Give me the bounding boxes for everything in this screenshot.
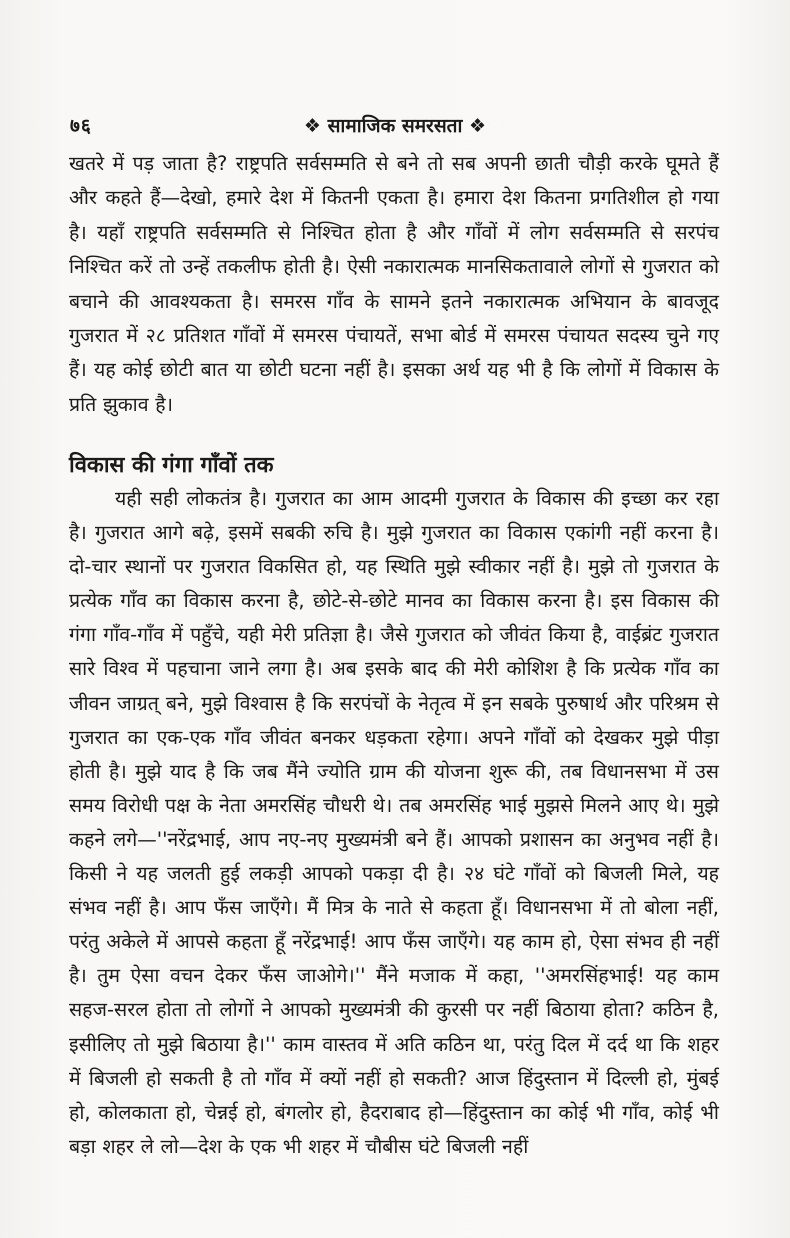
running-head-title: ❖ सामाजिक समरसता ❖ xyxy=(303,115,487,137)
paragraph: खतरे में पड़ जाता है? राष्ट्रपति सर्वसम्मति से बने तो सब अपनी छाती चौड़ी करके घूमते हैं और कहते हैं—देखो, हमारे देश में कितनी एकता है। हमारा देश कितना प्रगतिशील हो गया है। यहाँ राष्ट्रपति सर्वसम्मति से निश्चित होता है और गाँवों में लोग सर्वसम्मति से सरपंच निश्चित करें तो उन्हें तकलीफ होती है। ऐसी नकारात्मक मानसिकतावाले लोगों से गुजरात को बचाने की आवश्यकता है। समरस गाँव के सामने इतने नकारात्मक अभियान के बावजूद गुजरात में २८ प्रतिशत गाँवों में समरस पंचायतें, सभा बोर्ड में समरस पंचायत सदस्य चुने गए हैं। यह कोई छोटी बात या छोटी घटना नहीं है। इसका अर्थ यह भी है कि लोगों में विकास के प्रति झुकाव है। xyxy=(69,152,719,416)
section-heading: विकास की गंगा गाँवों तक xyxy=(69,453,274,478)
running-head xyxy=(70,112,720,142)
paragraph: यही सही लोकतंत्र है। गुजरात का आम आदमी गुजरात के विकास की इच्छा कर रहा है। गुजरात आगे बढ़े, इसमें सबकी रुचि है। मुझे गुजरात का विकास एकांगी नहीं करना है। दो-चार स्थानों पर गुजरात विकसित हो, यह स्थिति मुझे स्वीकार नहीं है। मुझे तो गुजरात के प्रत्येक गाँव का विकास करना है, छोटे-से-छोटे मानव का विकास करना है। इस विकास की गंगा गाँव-गाँव में पहुँचे, यही मेरी प्रतिज्ञा है। जैसे गुजरात को जीवंत किया है, वाईब्रंट गुजरात सारे विश्व में पहचाना जाने लगा है। अब इसके बाद की मेरी कोशिश है कि प्रत्येक गाँव का जीवन जाग्रत् बने, मुझे विश्वास है कि सरपंचों के नेतृत्व में इन सबके पुरुषार्थ और परिश्रम से गुजरात का एक-एक गाँव जीवंत बनकर धड़कता रहेगा। अपने गाँवों को देखकर मुझे पीड़ा होती है। मुझे याद है कि जब मैंने ज्योति ग्राम की योजना शुरू की, तब विधानसभा में उस समय विरोधी पक्ष के नेता अमरसिंह चौधरी थे। तब अमरसिंह भाई मुझसे मिलने आए थे। मुझे कहने लगे—''नरेंद्रभाई, आप नए-नए मुख्यमंत्री बने हैं। आपको प्रशासन का अनुभव नहीं है। किसी ने यह जलती हुई लकड़ी आपको पकड़ा दी है। २४ घंटे गाँवों को बिजली मिले, यह संभव नहीं है। आप फँस जाएँगे। मैं मित्र के नाते से कहता हूँ। विधानसभा में तो बोला नहीं, परंतु अकेले में आपसे कहता हूँ नरेंद्रभाई! आप फँस जाएँगे। यह काम हो, ऐसा संभव ही नहीं है। तुम ऐसा वचन देकर फँस जाओगे।'' मैंने मजाक में कहा, ''अमरसिंहभाई! यह काम सहज-सरल होता तो लोगों ने आपको मुख्यमंत्री की कुरसी पर नहीं बिठाया होता? कठिन है, इसीलिए तो मुझे बिठाया है।'' काम वास्तव में अति कठिन था, परंतु दिल में दर्द था कि शहर में बिजली हो सकती है तो गाँव में क्यों नहीं हो सकती? आज हिंदुस्तान में दिल्ली हो, मुंबई हो, कोलकाता हो, चेन्नई हो, बंगलोर हो, हैदराबाद हो—हिंदुस्तान का कोई भी गाँव, कोई भी बड़ा शहर ले लो—देश के एक भी शहर में चौबीस घंटे बिजली नहीं xyxy=(69,487,719,1158)
page-number: ७६ xyxy=(70,115,92,137)
